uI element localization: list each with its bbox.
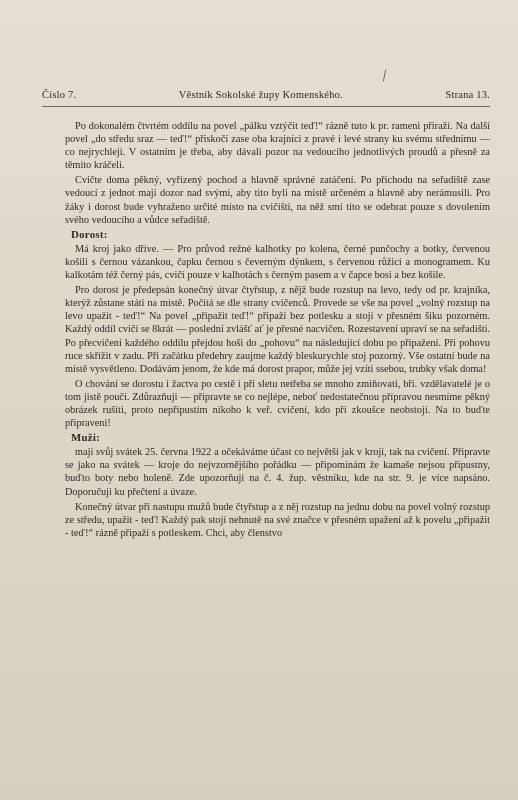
article-body — [65, 120, 490, 542]
page-header — [42, 90, 490, 101]
paragraph-7: Konečný útvar při nastupu mužů bude čtyřstup a z něj rozstup na jednu dobu na povel volný rozstup ze středu, upažit - teď! Každý pak stojí nehnutě na své značce v přesném upažení až k povelu „připažit - teď!“ rázně připaží s potleskem. Chci, aby členstvo — [65, 501, 490, 539]
section-heading-muzi: Muži: — [71, 432, 101, 445]
paragraph-2: Cvičte doma pěkný, vyřízený pochod a hlavně správné zatáčení. Po příchodu na seřadiště zase vedoucí z jednot mají dozor nad svými, aby tito byli na místě určeném a hlavně aby nerámusili. Pro žáky i dorost bude vyhraženo určité místo na cvičišti, na něž smí tito se odebrat pouze s dovolením svého vedoucího a vůdce seřadiště. — [65, 175, 490, 226]
paragraph-5: O chování se dorostu i žactva po cestě i při sletu netřeba se mnoho zmiňovati, bří. vzdělavatelé je o tom jistě poučí. Zdůrazňuji — připravte se co nejlépe, neboť nedostatečnou přípravou nesmíme pěkný obrázek rušiti, proto nepřipustím nikoho k veř. cvičení, kdo při zkoušce neobstojí. Na to buďte připraveni! — [65, 378, 490, 430]
paragraph-1: Po dokonalém čtvrtém oddílu na povel „pálku vztýčit teď!“ rázně tuto k pr. rameni přiraží. Na další povel „do středu sraz — teď!“ přiskočí zase oba krajníci z pravé i levé strany ku svému střednímu — co nejrychleji. V ostatním je třeba, aby dávali pozor na vedoucího jednotlivých proudů a přesně za těmito kráčeli. — [65, 121, 490, 172]
issue-number: Číslo 7. — [42, 90, 77, 101]
paragraph-4: Pro dorost je předepsán konečný útvar čtyřstup, z nějž bude rozstup na levo, tedy od pr. krajníka, kterýž zůstane státi na místě. Počítá se dle strany cvičenců. Provede se vše na povel „volný rozstup na levo upažit - teď!“ Na povel „připažit teď!“ připaží bez potlesku a stojí v přesném šiku pozorném. Každý oddíl cvičí se 8krát — poslední zvlášť ať je přesné nacvičen. Rozestavení upraví se na seřadišti. Po přecvičení každého oddílu přejdou hoši do „pohovu“ na následující dobu po připažení. Při pohovu ruce skřížit v zadu. Při začátku předehry zaujme každý bleskurychle stoj pozorný. Vše ostatní bude na místě vysvětleno. Dodávám jenom, že kde má dorost prapor, může jej vzíti ssebou, trubky však doma! — [65, 285, 490, 375]
pencil-mark — [383, 70, 390, 83]
paragraph-3: Má kroj jako dříve. — Pro průvod režné kalhotky po kolena, černé punčochy a botky, červenou košili s černou vázankou, čapku černou s čeverným dýnkem, s červenou růžicí a monogramem. Ku kalkotám též černý pás, cvičí pouze v kalhotách s černým pasem a v čapce bosi a bez košile. — [65, 243, 490, 282]
paragraph-6: mají svůj svátek 25. června 1922 a očekáváme účast co největší jak v kroji, tak na cvičení. Připravte se jako na svátek — kroje do nejvzornějšího pořádku — připomínám že kamaše nejsou přípustny, buďto boty nebo holeně. Zde upozorňuji na č. 4. žup. věstníku, kde na str. 9. je více napsáno. Doporučuji ku přečtení a úvaze. — [65, 447, 490, 498]
page-number: Strana 13. — [445, 90, 490, 101]
header-rule — [42, 106, 490, 107]
section-heading-dorost: Dorost: — [71, 228, 108, 241]
publication-title: Věstník Sokolské župy Komenského. — [178, 90, 343, 101]
